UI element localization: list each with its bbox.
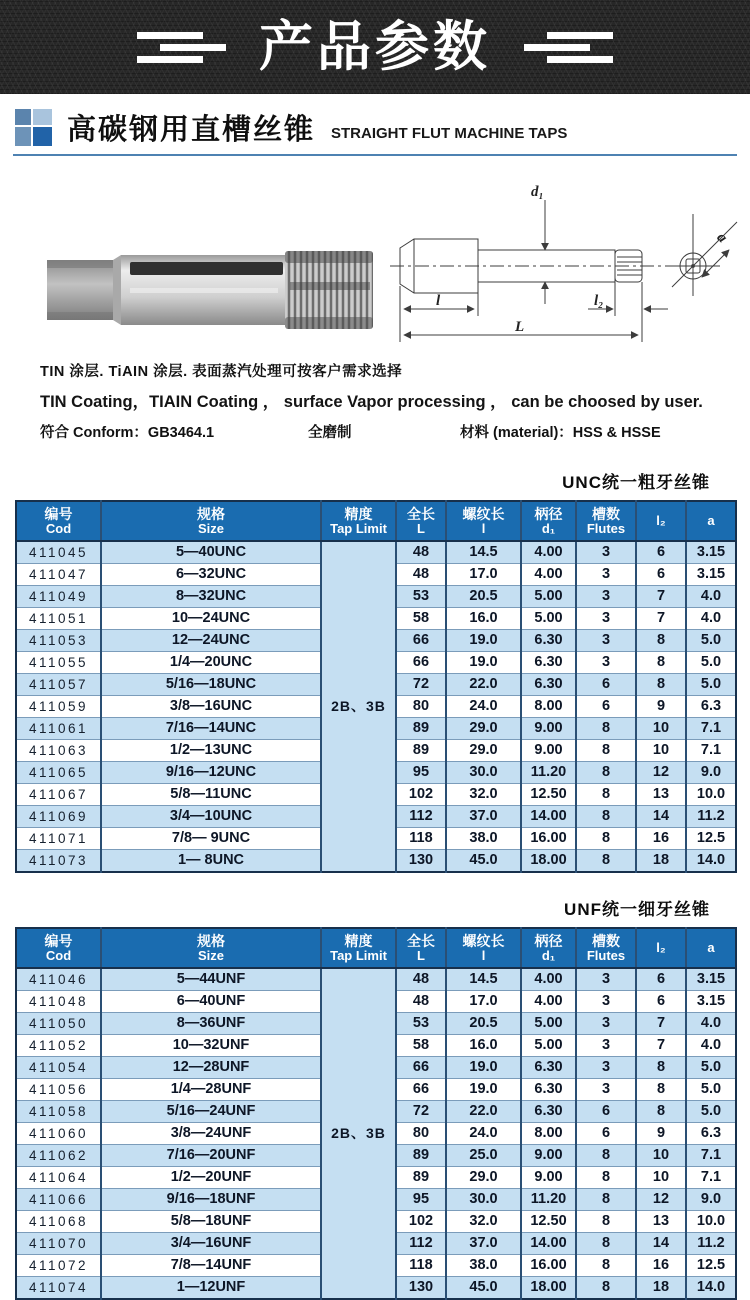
thread-length-cell: 14.5 (446, 541, 521, 564)
overall-length-cell: 48 (396, 564, 446, 586)
a-cell: 5.0 (686, 1101, 736, 1123)
flutes-cell: 3 (576, 541, 636, 564)
flutes-cell: 8 (576, 1233, 636, 1255)
table-caption-unc: UNC统一粗牙丝锥 (562, 473, 710, 492)
flutes-cell: 8 (576, 1255, 636, 1277)
a-cell: 14.0 (686, 1277, 736, 1300)
shank-dia-cell: 11.20 (521, 762, 576, 784)
cod-cell: 411048 (16, 991, 101, 1013)
overall-length-cell: 66 (396, 1079, 446, 1101)
overall-length-cell: 58 (396, 608, 446, 630)
cod-cell: 411056 (16, 1079, 101, 1101)
col-header-length: 全长 L (396, 501, 446, 541)
a-cell: 12.5 (686, 828, 736, 850)
coating-note-zh: TIN 涂层. TiAIN 涂层. 表面蒸汽处理可按客户需求选择 (40, 364, 403, 380)
a-cell: 7.1 (686, 740, 736, 762)
size-cell: 1/4—20UNC (101, 652, 321, 674)
size-cell: 1— 8UNC (101, 850, 321, 873)
product-title-section (0, 94, 750, 153)
header-row (16, 501, 736, 541)
cod-cell: 411067 (16, 784, 101, 806)
shank-dia-cell: 5.00 (521, 608, 576, 630)
shank-dia-cell: 9.00 (521, 718, 576, 740)
thread-length-cell: 29.0 (446, 718, 521, 740)
l2-cell: 14 (636, 806, 686, 828)
a-cell: 10.0 (686, 1211, 736, 1233)
size-cell: 7/8—14UNF (101, 1255, 321, 1277)
size-cell: 8—32UNC (101, 586, 321, 608)
shank-dia-cell: 14.00 (521, 1233, 576, 1255)
l2-cell: 10 (636, 1167, 686, 1189)
shank-dia-cell: 4.00 (521, 968, 576, 991)
overall-length-cell: 53 (396, 1013, 446, 1035)
overall-length-cell: 102 (396, 1211, 446, 1233)
overall-length-cell: 89 (396, 1145, 446, 1167)
shank-dia-cell: 5.00 (521, 1035, 576, 1057)
overall-length-cell: 130 (396, 850, 446, 873)
cod-cell: 411051 (16, 608, 101, 630)
dim-label-L: L (515, 319, 525, 335)
cod-cell: 411059 (16, 696, 101, 718)
size-cell: 12—28UNF (101, 1057, 321, 1079)
a-cell: 3.15 (686, 991, 736, 1013)
l2-cell: 10 (636, 718, 686, 740)
size-cell: 7/16—20UNF (101, 1145, 321, 1167)
size-cell: 1—12UNF (101, 1277, 321, 1300)
overall-length-cell: 72 (396, 1101, 446, 1123)
a-cell: 3.15 (686, 541, 736, 564)
flutes-cell: 8 (576, 718, 636, 740)
col-header-thread-length: 螺纹长 l (446, 928, 521, 968)
l2-cell: 8 (636, 630, 686, 652)
thread-length-cell: 24.0 (446, 1123, 521, 1145)
thread-length-cell: 19.0 (446, 1079, 521, 1101)
col-header-length: 全长 L (396, 928, 446, 968)
size-cell: 1/2—20UNF (101, 1167, 321, 1189)
flutes-cell: 3 (576, 564, 636, 586)
flutes-cell: 8 (576, 1277, 636, 1300)
thread-length-cell: 45.0 (446, 1277, 521, 1300)
a-cell: 6.3 (686, 696, 736, 718)
shank-dia-cell: 12.50 (521, 784, 576, 806)
thread-length-cell: 45.0 (446, 850, 521, 873)
size-cell: 1/4—28UNF (101, 1079, 321, 1101)
thread-length-cell: 29.0 (446, 740, 521, 762)
thread-length-cell: 20.5 (446, 1013, 521, 1035)
grid-squares-icon (15, 109, 52, 146)
a-cell: 4.0 (686, 1013, 736, 1035)
size-cell: 3/4—10UNC (101, 806, 321, 828)
flutes-cell: 8 (576, 806, 636, 828)
a-cell: 9.0 (686, 762, 736, 784)
col-header-tap-limit: 精度 Tap Limit (321, 501, 396, 541)
cod-cell: 411047 (16, 564, 101, 586)
l2-cell: 12 (636, 762, 686, 784)
l2-cell: 18 (636, 850, 686, 873)
size-cell: 9/16—18UNF (101, 1189, 321, 1211)
shank-dia-cell: 9.00 (521, 1145, 576, 1167)
thread-length-cell: 16.0 (446, 1035, 521, 1057)
col-header-size: 规格 Size (101, 501, 321, 541)
thread-length-cell: 32.0 (446, 1211, 521, 1233)
shank-dia-cell: 6.30 (521, 674, 576, 696)
unf-table (15, 927, 737, 1300)
dim-label-d1: d₁ (531, 184, 544, 200)
a-cell: 7.1 (686, 1167, 736, 1189)
tap-limit-merged-cell: 2B、3B (321, 968, 396, 1299)
tap-photo-image (47, 251, 373, 329)
a-cell: 6.3 (686, 1123, 736, 1145)
a-cell: 11.2 (686, 1233, 736, 1255)
overall-length-cell: 102 (396, 784, 446, 806)
cod-cell: 411053 (16, 630, 101, 652)
shank-dia-cell: 4.00 (521, 564, 576, 586)
col-header-thread-length: 螺纹长 l (446, 501, 521, 541)
flutes-cell: 3 (576, 1079, 636, 1101)
overall-length-cell: 66 (396, 1057, 446, 1079)
size-cell: 8—36UNF (101, 1013, 321, 1035)
spec-row (16, 541, 736, 564)
shank-dia-cell: 18.00 (521, 1277, 576, 1300)
overall-length-cell: 53 (396, 586, 446, 608)
flutes-cell: 6 (576, 1101, 636, 1123)
thread-length-cell: 24.0 (446, 696, 521, 718)
a-cell: 5.0 (686, 1079, 736, 1101)
overall-length-cell: 95 (396, 762, 446, 784)
banner (0, 0, 750, 94)
a-cell: 5.0 (686, 674, 736, 696)
flutes-cell: 3 (576, 608, 636, 630)
cod-cell: 411070 (16, 1233, 101, 1255)
shank-dia-cell: 8.00 (521, 696, 576, 718)
size-cell: 6—32UNC (101, 564, 321, 586)
cod-cell: 411062 (16, 1145, 101, 1167)
shank-dia-cell: 16.00 (521, 828, 576, 850)
cod-cell: 411063 (16, 740, 101, 762)
l2-cell: 6 (636, 991, 686, 1013)
a-cell: 10.0 (686, 784, 736, 806)
l2-cell: 7 (636, 1035, 686, 1057)
figures (0, 156, 750, 351)
size-cell: 10—24UNC (101, 608, 321, 630)
flutes-cell: 8 (576, 740, 636, 762)
shank-dia-cell: 5.00 (521, 1013, 576, 1035)
thread-length-cell: 37.0 (446, 806, 521, 828)
cod-cell: 411071 (16, 828, 101, 850)
a-cell: 7.1 (686, 1145, 736, 1167)
overall-length-cell: 89 (396, 740, 446, 762)
thread-length-cell: 19.0 (446, 652, 521, 674)
col-header-cod: 编号 Cod (16, 501, 101, 541)
overall-length-cell: 80 (396, 1123, 446, 1145)
thread-length-cell: 19.0 (446, 630, 521, 652)
product-title-zh: 高碳钢用直槽丝锥 (67, 114, 316, 146)
overall-length-cell: 89 (396, 1167, 446, 1189)
size-cell: 9/16—12UNC (101, 762, 321, 784)
l2-cell: 9 (636, 696, 686, 718)
shank-dia-cell: 18.00 (521, 850, 576, 873)
size-cell: 5/8—18UNF (101, 1211, 321, 1233)
cod-cell: 411065 (16, 762, 101, 784)
l2-cell: 7 (636, 1013, 686, 1035)
overall-length-cell: 66 (396, 630, 446, 652)
size-cell: 1/2—13UNC (101, 740, 321, 762)
shank-dia-cell: 6.30 (521, 1101, 576, 1123)
material-text: 材料 (material)：HSS & HSSE (460, 425, 661, 441)
flutes-cell: 8 (576, 1189, 636, 1211)
a-cell: 11.2 (686, 806, 736, 828)
thread-length-cell: 16.0 (446, 608, 521, 630)
a-cell: 4.0 (686, 1035, 736, 1057)
l2-cell: 9 (636, 1123, 686, 1145)
l2-cell: 6 (636, 968, 686, 991)
cod-cell: 411069 (16, 806, 101, 828)
l2-cell: 13 (636, 784, 686, 806)
a-cell: 3.15 (686, 968, 736, 991)
cod-cell: 411073 (16, 850, 101, 873)
a-cell: 5.0 (686, 630, 736, 652)
thread-length-cell: 38.0 (446, 1255, 521, 1277)
l2-cell: 8 (636, 652, 686, 674)
shank-dia-cell: 6.30 (521, 652, 576, 674)
a-cell: 5.0 (686, 652, 736, 674)
notes-section (0, 360, 750, 442)
flutes-cell: 3 (576, 630, 636, 652)
spec-row (16, 968, 736, 991)
a-cell: 4.0 (686, 586, 736, 608)
overall-length-cell: 66 (396, 652, 446, 674)
l2-cell: 12 (636, 1189, 686, 1211)
size-cell: 3/4—16UNF (101, 1233, 321, 1255)
flutes-cell: 8 (576, 1211, 636, 1233)
size-cell: 5/8—11UNC (101, 784, 321, 806)
overall-length-cell: 112 (396, 1233, 446, 1255)
shank-dia-cell: 11.20 (521, 1189, 576, 1211)
shank-dia-cell: 12.50 (521, 1211, 576, 1233)
col-header-cod: 编号 Cod (16, 928, 101, 968)
thread-length-cell: 37.0 (446, 1233, 521, 1255)
thread-length-cell: 29.0 (446, 1167, 521, 1189)
overall-length-cell: 58 (396, 1035, 446, 1057)
flutes-cell: 8 (576, 1145, 636, 1167)
a-cell: 3.15 (686, 564, 736, 586)
cod-cell: 411072 (16, 1255, 101, 1277)
shank-dia-cell: 8.00 (521, 1123, 576, 1145)
cod-cell: 411061 (16, 718, 101, 740)
shank-dia-cell: 9.00 (521, 740, 576, 762)
unc-table (15, 500, 737, 873)
size-cell: 5—40UNC (101, 541, 321, 564)
l2-cell: 7 (636, 586, 686, 608)
col-header-flutes: 槽数 Flutes (576, 501, 636, 541)
flutes-cell: 3 (576, 652, 636, 674)
l2-cell: 8 (636, 674, 686, 696)
cod-cell: 411058 (16, 1101, 101, 1123)
l2-cell: 6 (636, 564, 686, 586)
thread-length-cell: 17.0 (446, 991, 521, 1013)
size-cell: 6—40UNF (101, 991, 321, 1013)
size-cell: 7/8— 9UNC (101, 828, 321, 850)
cod-cell: 411052 (16, 1035, 101, 1057)
cod-cell: 411066 (16, 1189, 101, 1211)
l2-cell: 7 (636, 608, 686, 630)
header-row (16, 928, 736, 968)
cod-cell: 411057 (16, 674, 101, 696)
flutes-cell: 3 (576, 991, 636, 1013)
overall-length-cell: 118 (396, 1255, 446, 1277)
overall-length-cell: 48 (396, 968, 446, 991)
col-header-a: a (686, 928, 736, 968)
dim-label-l2: l₂ (594, 293, 604, 309)
l2-cell: 10 (636, 1145, 686, 1167)
overall-length-cell: 48 (396, 991, 446, 1013)
thread-length-cell: 17.0 (446, 564, 521, 586)
overall-length-cell: 89 (396, 718, 446, 740)
overall-length-cell: 72 (396, 674, 446, 696)
cod-cell: 411074 (16, 1277, 101, 1300)
overall-length-cell: 112 (396, 806, 446, 828)
cod-cell: 411054 (16, 1057, 101, 1079)
flutes-cell: 3 (576, 1035, 636, 1057)
cod-cell: 411046 (16, 968, 101, 991)
overall-length-cell: 130 (396, 1277, 446, 1300)
cod-cell: 411055 (16, 652, 101, 674)
table-caption-unf: UNF统一细牙丝锥 (564, 900, 710, 920)
shank-dia-cell: 9.00 (521, 1167, 576, 1189)
conform-text: 符合 Conform：GB3464.1 (40, 425, 215, 441)
cod-cell: 411064 (16, 1167, 101, 1189)
flutes-cell: 3 (576, 1057, 636, 1079)
a-cell: 5.0 (686, 1057, 736, 1079)
col-header-shank-dia: 柄径 d₁ (521, 501, 576, 541)
thread-length-cell: 30.0 (446, 762, 521, 784)
l2-cell: 8 (636, 1057, 686, 1079)
col-header-shank-dia: 柄径 d₁ (521, 928, 576, 968)
size-cell: 5—44UNF (101, 968, 321, 991)
cod-cell: 411060 (16, 1123, 101, 1145)
flutes-cell: 3 (576, 968, 636, 991)
banner-decoration-right (517, 32, 613, 63)
l2-cell: 16 (636, 1255, 686, 1277)
l2-cell: 10 (636, 740, 686, 762)
a-cell: 7.1 (686, 718, 736, 740)
meta-row (40, 421, 730, 442)
product-title-en: STRAIGHT FLUT MACHINE TAPS (331, 125, 568, 142)
flutes-cell: 8 (576, 828, 636, 850)
thread-length-cell: 22.0 (446, 1101, 521, 1123)
shank-dia-cell: 6.30 (521, 1079, 576, 1101)
col-header-flutes: 槽数 Flutes (576, 928, 636, 968)
flutes-cell: 6 (576, 674, 636, 696)
shank-dia-cell: 4.00 (521, 991, 576, 1013)
col-header-tap-limit: 精度 Tap Limit (321, 928, 396, 968)
a-cell: 4.0 (686, 608, 736, 630)
overall-length-cell: 80 (396, 696, 446, 718)
size-cell: 7/16—14UNC (101, 718, 321, 740)
flutes-cell: 8 (576, 762, 636, 784)
thread-length-cell: 38.0 (446, 828, 521, 850)
shank-dia-cell: 5.00 (521, 586, 576, 608)
banner-title: 产品参数 (259, 17, 491, 77)
l2-cell: 6 (636, 541, 686, 564)
cod-cell: 411049 (16, 586, 101, 608)
thread-length-cell: 25.0 (446, 1145, 521, 1167)
thread-length-cell: 22.0 (446, 674, 521, 696)
overall-length-cell: 48 (396, 541, 446, 564)
flutes-cell: 8 (576, 1167, 636, 1189)
cod-cell: 411050 (16, 1013, 101, 1035)
l2-cell: 8 (636, 1079, 686, 1101)
banner-decoration-left (137, 32, 233, 63)
coating-note-en: TIN Coating，TIAIN Coating ， surface Vapor processing ， can be choosed by user. (40, 393, 703, 411)
a-cell: 12.5 (686, 1255, 736, 1277)
shank-dia-cell: 6.30 (521, 1057, 576, 1079)
grind-text: 全磨制 (308, 425, 352, 441)
dim-label-l: l (436, 293, 441, 309)
thread-length-cell: 20.5 (446, 586, 521, 608)
col-header-size: 规格 Size (101, 928, 321, 968)
flutes-cell: 3 (576, 1013, 636, 1035)
flutes-cell: 6 (576, 1123, 636, 1145)
thread-length-cell: 30.0 (446, 1189, 521, 1211)
size-cell: 10—32UNF (101, 1035, 321, 1057)
size-cell: 5/16—24UNF (101, 1101, 321, 1123)
shank-dia-cell: 4.00 (521, 541, 576, 564)
l2-cell: 8 (636, 1101, 686, 1123)
flutes-cell: 8 (576, 850, 636, 873)
size-cell: 5/16—18UNC (101, 674, 321, 696)
l2-cell: 14 (636, 1233, 686, 1255)
tap-dimension-drawing (390, 200, 737, 342)
a-cell: 14.0 (686, 850, 736, 873)
flutes-cell: 3 (576, 586, 636, 608)
flutes-cell: 8 (576, 784, 636, 806)
size-cell: 3/8—24UNF (101, 1123, 321, 1145)
cod-cell: 411068 (16, 1211, 101, 1233)
col-header-a: a (686, 501, 736, 541)
l2-cell: 18 (636, 1277, 686, 1300)
dim-label-a: a (713, 229, 731, 247)
thread-length-cell: 32.0 (446, 784, 521, 806)
overall-length-cell: 118 (396, 828, 446, 850)
col-header-l2: l₂ (636, 501, 686, 541)
flutes-cell: 6 (576, 696, 636, 718)
cod-cell: 411045 (16, 541, 101, 564)
size-cell: 12—24UNC (101, 630, 321, 652)
shank-dia-cell: 16.00 (521, 1255, 576, 1277)
shank-dia-cell: 14.00 (521, 806, 576, 828)
l2-cell: 16 (636, 828, 686, 850)
thread-length-cell: 14.5 (446, 968, 521, 991)
overall-length-cell: 95 (396, 1189, 446, 1211)
shank-dia-cell: 6.30 (521, 630, 576, 652)
col-header-l2: l₂ (636, 928, 686, 968)
l2-cell: 13 (636, 1211, 686, 1233)
a-cell: 9.0 (686, 1189, 736, 1211)
tap-limit-merged-cell: 2B、3B (321, 541, 396, 872)
thread-length-cell: 19.0 (446, 1057, 521, 1079)
size-cell: 3/8—16UNC (101, 696, 321, 718)
